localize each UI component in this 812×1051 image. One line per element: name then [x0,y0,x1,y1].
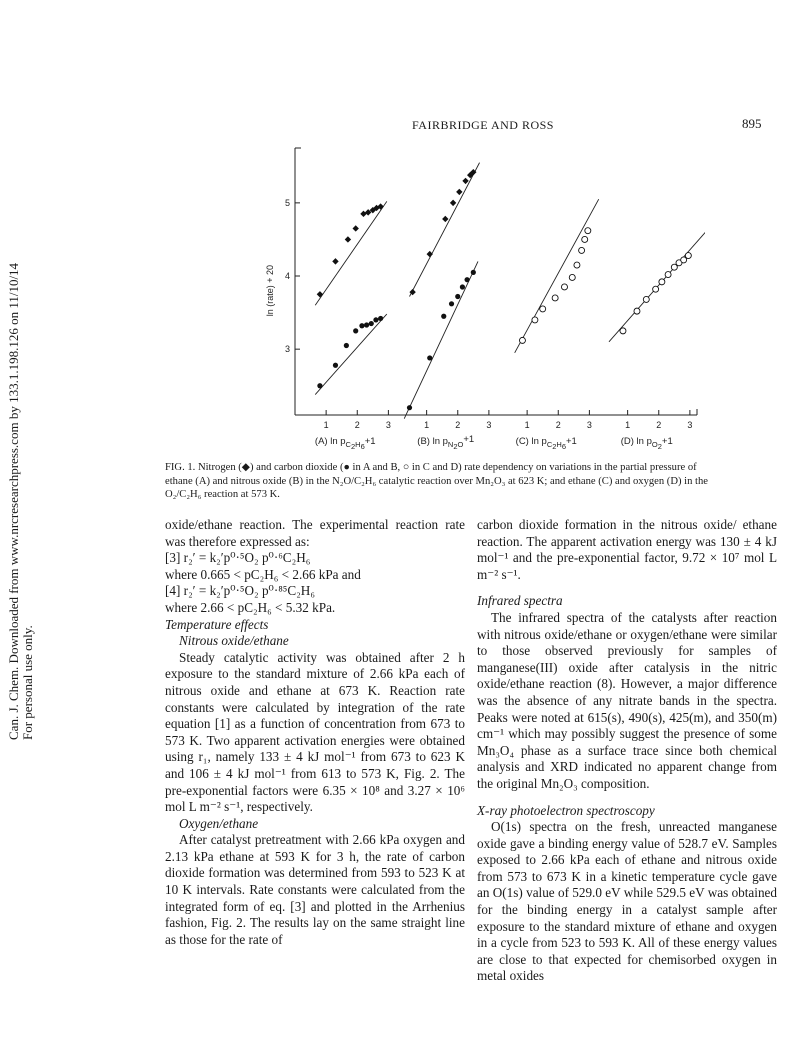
section-heading: Infrared spectra [477,593,563,609]
x-tick-label: 2 [455,420,461,430]
download-watermark [2,262,35,740]
x-tick-label: 3 [486,420,492,430]
co2-point [449,301,454,306]
paragraph: After catalyst pretreatment with 2.66 kPa oxygen and 2.13 kPa ethane at 593 K for 3 h, the rate of carbon dioxide formation was determined from 593 to 523 K at 10 K intervals. Rate constants were calculated from the integrated form of eq. [3] and plotted in the Arrhenius fashion, Fig. 2. The results lay on the same straight line as those for the rate of [165,832,465,947]
co2-open-point [634,308,640,314]
co2-point [364,322,369,327]
nitrogen-point [456,189,462,195]
co2-point [407,405,412,410]
equation-4: [4] r₂′ = k₂′p⁰·⁵O₂ p⁰·⁸⁵C₂H₆ [165,583,315,599]
nitrogen-point [360,211,366,217]
section-heading: X-ray photoelectron spectroscopy [477,802,655,818]
paragraph: carbon dioxide formation in the nitrous oxide/ ethane reaction. The apparent activation energy was 130 ± 4 kJ mol⁻¹ and the pre-exponential factor, 9.72 × 10⁷ mol L m⁻² s⁻¹. [477,517,777,582]
nitrogen-point [462,178,468,184]
co2-open-point [574,262,580,268]
fit-line [315,201,387,305]
caption-line-1: FIG. 1. Nitrogen (◆) and carbon dioxide (● in A and B, ○ in C and D) rate dependency on variations in the partial pressure of [165,462,697,473]
paragraph: O(1s) spectra on the fresh, unreacted manganese oxide gave a binding energy value of 528.7 eV. Samples exposed to 2.66 kPa each of ethane and nitrous oxide from 573 to 673 K in a kinetic temperature cycle gave an O(1s) value of 529.0 eV while 529.5 eV was obtained for the binding energy in a catalyst sample after exposure to the standard mixture of ethane and oxygen in a cycle from 523 to 593 K. All of these energy values are close to that expected for chemisorbed oxygen in metal oxides [477,819,777,984]
nitrogen-point [442,216,448,222]
co2-open-point [532,317,538,323]
paragraph: The infrared spectra of the catalysts after reaction with nitrous oxide/ethane or oxygen/ethane were similar to those observed previously for samples of manganese(III) oxide after catalysis in the nitric oxide/ethane reaction (8). However, a major difference was the absence of any nitrate bands in the spectra. Peaks were noted at 615(s), 490(s), 425(m), and 350(m) cm⁻¹ which may possibly suggest the presence of some Mn₃O₄ phase as a surface trace since both chemical analysis and XRD indicated no apparent change from the original Mn₂O₃ composition. [477,609,777,791]
co2-point [471,270,476,275]
co2-point [460,284,465,289]
y-tick-label: 4 [284,271,290,282]
panel-label: (A) $\ln p_{C2}^H_6+1$ [314,436,376,450]
nitrogen-point [332,258,338,264]
co2-open-point [579,247,585,253]
x-tick-label: 3 [385,420,391,430]
co2-open-point [569,274,575,280]
paragraph: Steady catalytic activity was obtained after 2 h exposure to the standard mixture of 2.66 kPa each of nitrous oxide and ethane at 673 K. Reaction rate constants were calculated by integration of the rate equation [1] as a function of concentration from 673 to 573 K. Two apparent activation energies were obtained using r₁, namely 133 ± 4 kJ mol⁻¹ from 673 to 623 K and 106 ± 4 kJ mol⁻¹ from 613 to 573 K, Fig. 2. The pre-exponential factors were 6.35 × 10⁸ and 3.27 × 10⁶ mol L m⁻² s⁻¹, respectively. [165,649,465,815]
co2-open-point [685,253,691,259]
personal-use-notice: For personal use only. [20,625,35,740]
co2-open-point [561,284,567,290]
nitrogen-point [427,251,433,257]
co2-open-point [653,286,659,292]
co2-point [369,321,374,326]
x-tick-label: 1 [323,420,329,430]
paragraph: oxide/ethane reaction. The experimental reaction rate was therefore expressed as: [165,517,465,549]
download-notice: Can. J. Chem. Downloaded from www.nrcresearchpress.com by 133.1.198.126 on 11/10/14 [6,262,21,740]
caption-line-3: O₂/C₂H₆ reaction at 573 K. [165,489,280,500]
subsection-heading: Oxygen/ethane [179,815,259,831]
co2-point [441,314,446,319]
caption-line-2: ethane (A) and nitrous oxide (B) in the N₂O/C₂H₆ catalytic reaction over Mn₂O₃ at 623 K; and ethane (C) and oxygen (D) in the [165,475,708,487]
x-tick-label: 2 [656,420,662,430]
co2-point [427,355,432,360]
equation-condition: where 2.66 < pC₂H₆ < 5.32 kPa. [165,599,336,615]
y-axis-label: ln (rate) + 20 [265,265,275,317]
right-column [477,517,777,985]
y-tick-label: 3 [284,344,290,355]
equation-3: [3] r₂′ = k₂′p⁰·⁵O₂ p⁰·⁶C₂H₆ [165,550,311,566]
nitrogen-point [345,236,351,242]
section-heading: Temperature effects [165,616,269,632]
left-column [165,517,465,948]
y-tick-label: 5 [284,197,290,208]
co2-open-point [582,236,588,242]
panel-label: (D) $\ln p_{O2}+1$ [620,436,673,450]
co2-open-point [585,228,591,234]
co2-point [353,328,358,333]
x-tick-label: 1 [424,420,430,430]
nitrogen-point [317,291,323,297]
co2-point [455,294,460,299]
co2-open-point [643,296,649,302]
co2-point [317,383,322,388]
panel-label: (C) $\ln p_{C2}^H_6+1$ [515,436,577,450]
x-tick-label: 1 [625,420,631,430]
co2-point [344,343,349,348]
running-head: FAIRBRIDGE AND ROSS [412,118,554,132]
x-tick-label: 2 [354,420,360,430]
figure-caption [165,461,785,502]
co2-point [378,316,383,321]
co2-point [464,277,469,282]
figure-1-chart [255,140,705,450]
x-tick-label: 1 [524,420,530,430]
fit-line [515,199,599,353]
co2-open-point [519,337,525,343]
co2-point [359,323,364,328]
nitrogen-point [450,200,456,206]
co2-point [333,363,338,368]
fit-line [315,314,387,394]
co2-open-point [540,306,546,312]
x-tick-label: 2 [555,420,561,430]
fit-line [410,163,480,297]
subsection-heading: Nitrous oxide/ethane [179,633,289,649]
nitrogen-point [353,225,359,231]
panel-label: (B) $\ln p_{N2}^O+1$ [417,434,475,450]
page-number: 895 [742,116,762,131]
co2-open-point [620,328,626,334]
x-tick-label: 3 [586,420,592,430]
co2-open-point [665,272,671,278]
co2-open-point [552,295,558,301]
co2-point [373,317,378,322]
equation-condition: where 0.665 < pC₂H₆ < 2.66 kPa and [165,566,361,582]
co2-open-point [659,279,665,285]
x-tick-label: 3 [687,420,693,430]
